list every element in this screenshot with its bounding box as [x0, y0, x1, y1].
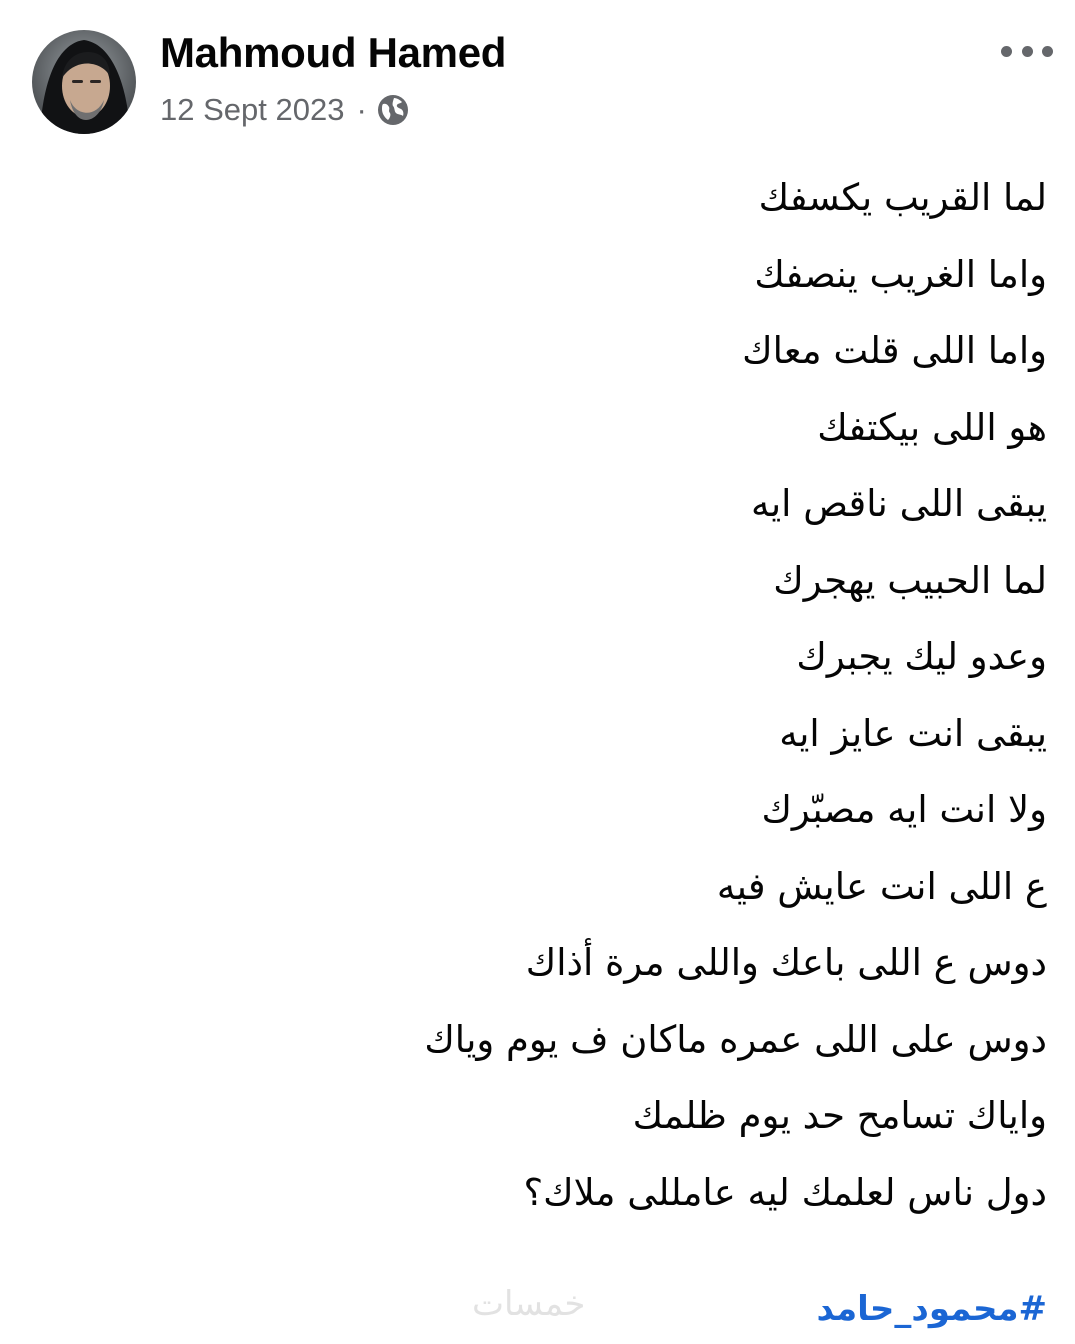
post-line: وعدو ليك يجبرك — [796, 635, 1047, 678]
globe-icon[interactable] — [377, 94, 409, 126]
author-avatar[interactable] — [32, 30, 136, 134]
post-line: لما القريب يكسفك — [758, 176, 1047, 219]
post-body — [47, 160, 1047, 1231]
post-line: واياك تسامح حد يوم ظلمك — [632, 1094, 1047, 1137]
post-line: يبقى اللى ناقص ايه — [751, 482, 1047, 525]
post-date[interactable]: 12 Sept 2023 — [160, 92, 345, 127]
post-line: واما اللى قلت معاك — [742, 329, 1047, 372]
watermark-logo: خمسات — [472, 1284, 586, 1324]
menu-dot — [1042, 46, 1053, 57]
post-line: دوس ع اللى باعك واللى مرة أذاك — [525, 941, 1047, 984]
menu-dot — [1001, 46, 1012, 57]
post-line: ولا انت ايه مصبّرك — [761, 788, 1047, 831]
more-options-icon[interactable] — [1001, 36, 1053, 66]
author-name[interactable]: Mahmoud Hamed — [160, 29, 507, 76]
post-line: واما الغريب ينصفك — [754, 252, 1047, 296]
meta-separator: · — [356, 92, 367, 127]
post-line: دوس على اللى عمره ماكان ف يوم وياك — [424, 1017, 1047, 1061]
post-line: ع اللى انت عايش فيه — [716, 864, 1047, 908]
post-line: دول ناس لعلمك ليه عامللى ملاك؟ — [523, 1170, 1047, 1214]
post-line: لما الحبيب يهجرك — [773, 558, 1047, 602]
hashtag-link[interactable]: #محمود_حامد — [816, 1289, 1047, 1329]
post-line: هو اللى بيكتفك — [817, 405, 1047, 449]
post-line: يبقى انت عايز ايه — [779, 711, 1047, 755]
post-meta — [160, 90, 409, 130]
menu-dot — [1022, 46, 1033, 57]
profile-photo-icon — [32, 30, 136, 134]
